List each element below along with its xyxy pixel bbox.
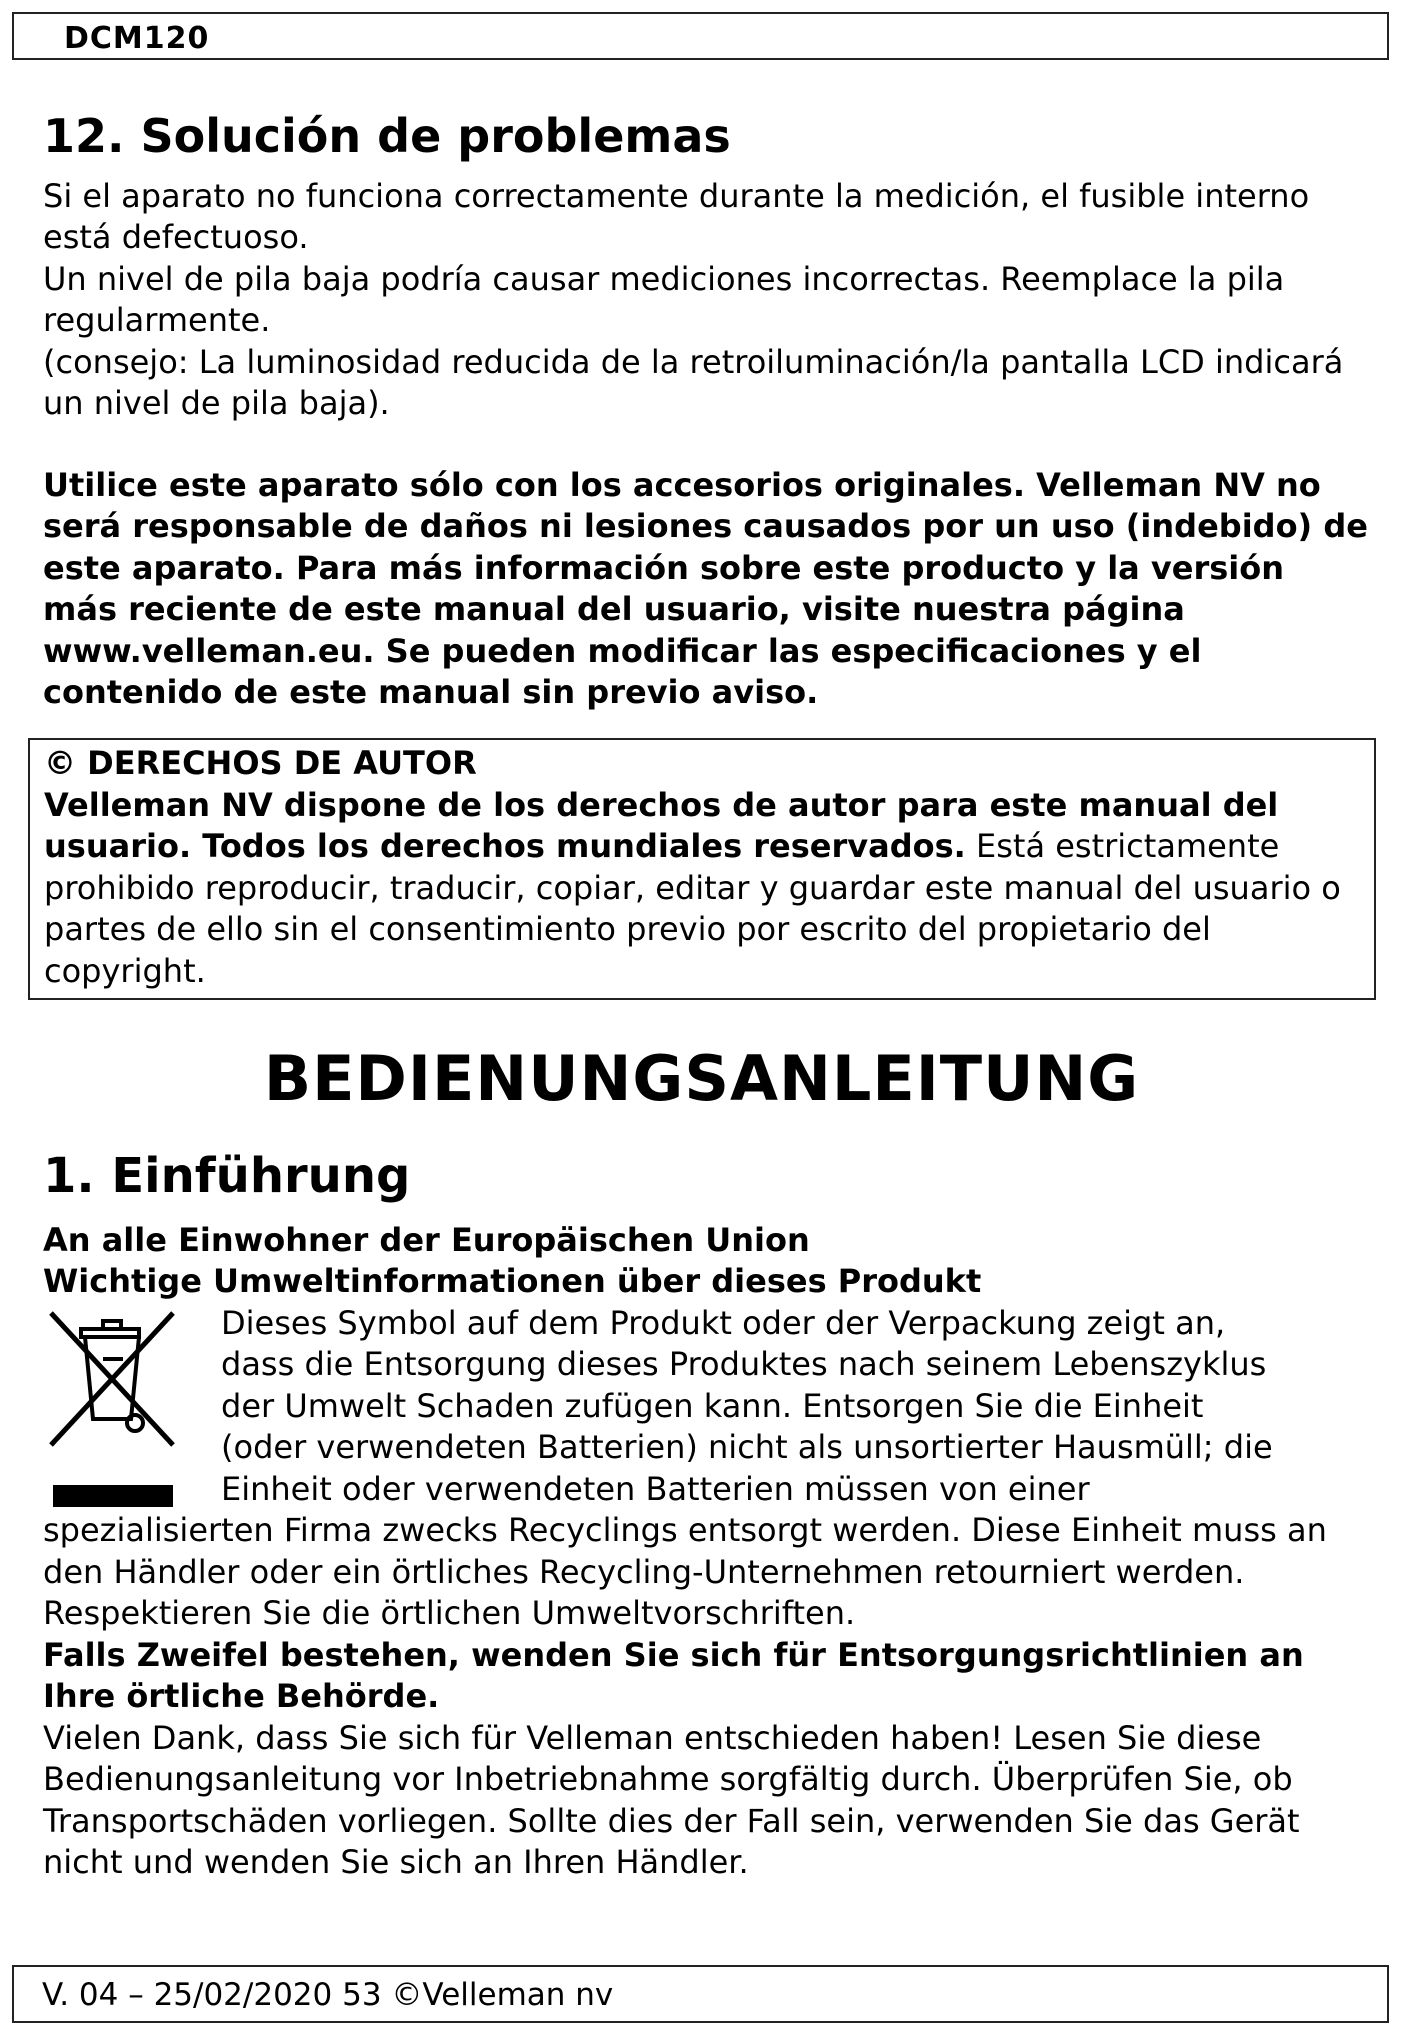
copyright-bold-text: Velleman NV dispone de los derechos de autor para este manual del usuario. Todos los derechos mundiales reservados. bbox=[44, 785, 1279, 865]
weee-continued: spezialisierten Firma zwecks Recyclings entsorgt werden. Diese Einheit muss an den Händler oder ein örtliches Recycling-Unternehmen retourniert werden. Respektieren Sie die örtlichen Umweltvorschriften. bbox=[43, 1511, 1327, 1633]
eu-residents-subheading: An alle Einwohner der Europäischen Union bbox=[43, 1220, 810, 1259]
copyright-body bbox=[44, 785, 1360, 993]
battery-paragraph: Un nivel de pila baja podría causar mediciones incorrectas. Reemplace la pila regularmente. bbox=[43, 259, 1285, 339]
authority-notice: Falls Zweifel bestehen, wenden Sie sich für Entsorgungsrichtlinien an Ihre örtliche Behörde. bbox=[43, 1635, 1304, 1716]
page-footer bbox=[12, 1965, 1389, 2023]
thanks-paragraph: Vielen Dank, dass Sie sich für Velleman entschieden haben! Lesen Sie diese Bedienungsanleitung vor Inbetriebnahme sorgfältig durch. Überprüfen Sie, ob Transportschäden vorliegen. Sollte dies der Fall sein, verwenden Sie das Gerät nicht und wenden Sie sich an Ihren Händler. bbox=[43, 1718, 1300, 1882]
footer-text: V. 04 – 25/02/2020 53 ©Velleman nv bbox=[42, 1977, 614, 2013]
german-section bbox=[43, 1148, 1368, 1884]
fuse-paragraph: Si el aparato no funciona correctamente durante la medición, el fusible interno está defectuoso. bbox=[43, 176, 1310, 256]
crossed-out-wheelie-bin-icon bbox=[43, 1307, 191, 1507]
weee-line: (oder verwendeten Batterien) nicht als unsortierter Hausmüll; die bbox=[221, 1428, 1273, 1467]
page-header bbox=[12, 12, 1389, 60]
copyright-box bbox=[28, 738, 1376, 1000]
troubleshooting-heading: 12. Solución de problemas bbox=[43, 109, 731, 163]
weee-text bbox=[43, 1303, 1368, 1511]
weee-block bbox=[43, 1303, 1368, 1511]
environment-info-subheading: Wichtige Umweltinformationen über dieses Produkt bbox=[43, 1262, 982, 1301]
weee-line: Dieses Symbol auf dem Produkt oder der Verpackung zeigt an, bbox=[221, 1303, 1226, 1342]
introduction-heading: 1. Einführung bbox=[43, 1148, 411, 1204]
accessories-notice: Utilice este aparato sólo con los accesorios originales. Velleman NV no será responsable de daños ni lesiones causados por un uso (indebido) de este aparato. Para más información sobre este producto y la versión más reciente de este manual del usuario, visite nuestra página www.velleman.eu. Se pueden modificar las especificaciones y el contenido de este manual sin previo aviso. bbox=[43, 465, 1368, 711]
copyright-regular-text: Está estrictamente prohibido reproducir, traducir, copiar, editar y guardar este manual del usuario o partes de ello sin el consentimiento previo por escrito del propietario del copyright. bbox=[44, 827, 1341, 990]
weee-line: dass die Entsorgung dieses Produktes nach seinem Lebenszyklus bbox=[221, 1345, 1267, 1384]
tip-paragraph: (consejo: La luminosidad reducida de la retroiluminación/la pantalla LCD indicará un nivel de pila baja). bbox=[43, 342, 1344, 422]
weee-line: Einheit oder verwendeten Batterien müssen von einer bbox=[221, 1469, 1090, 1508]
weee-line: der Umwelt Schaden zufügen kann. Entsorgen Sie die Einheit bbox=[221, 1386, 1204, 1425]
spanish-section bbox=[43, 108, 1368, 714]
german-manual-title: BEDIENUNGSANLEITUNG bbox=[263, 1042, 1140, 1115]
copyright-title: © DERECHOS DE AUTOR bbox=[44, 744, 477, 782]
model-number: DCM120 bbox=[64, 21, 210, 56]
